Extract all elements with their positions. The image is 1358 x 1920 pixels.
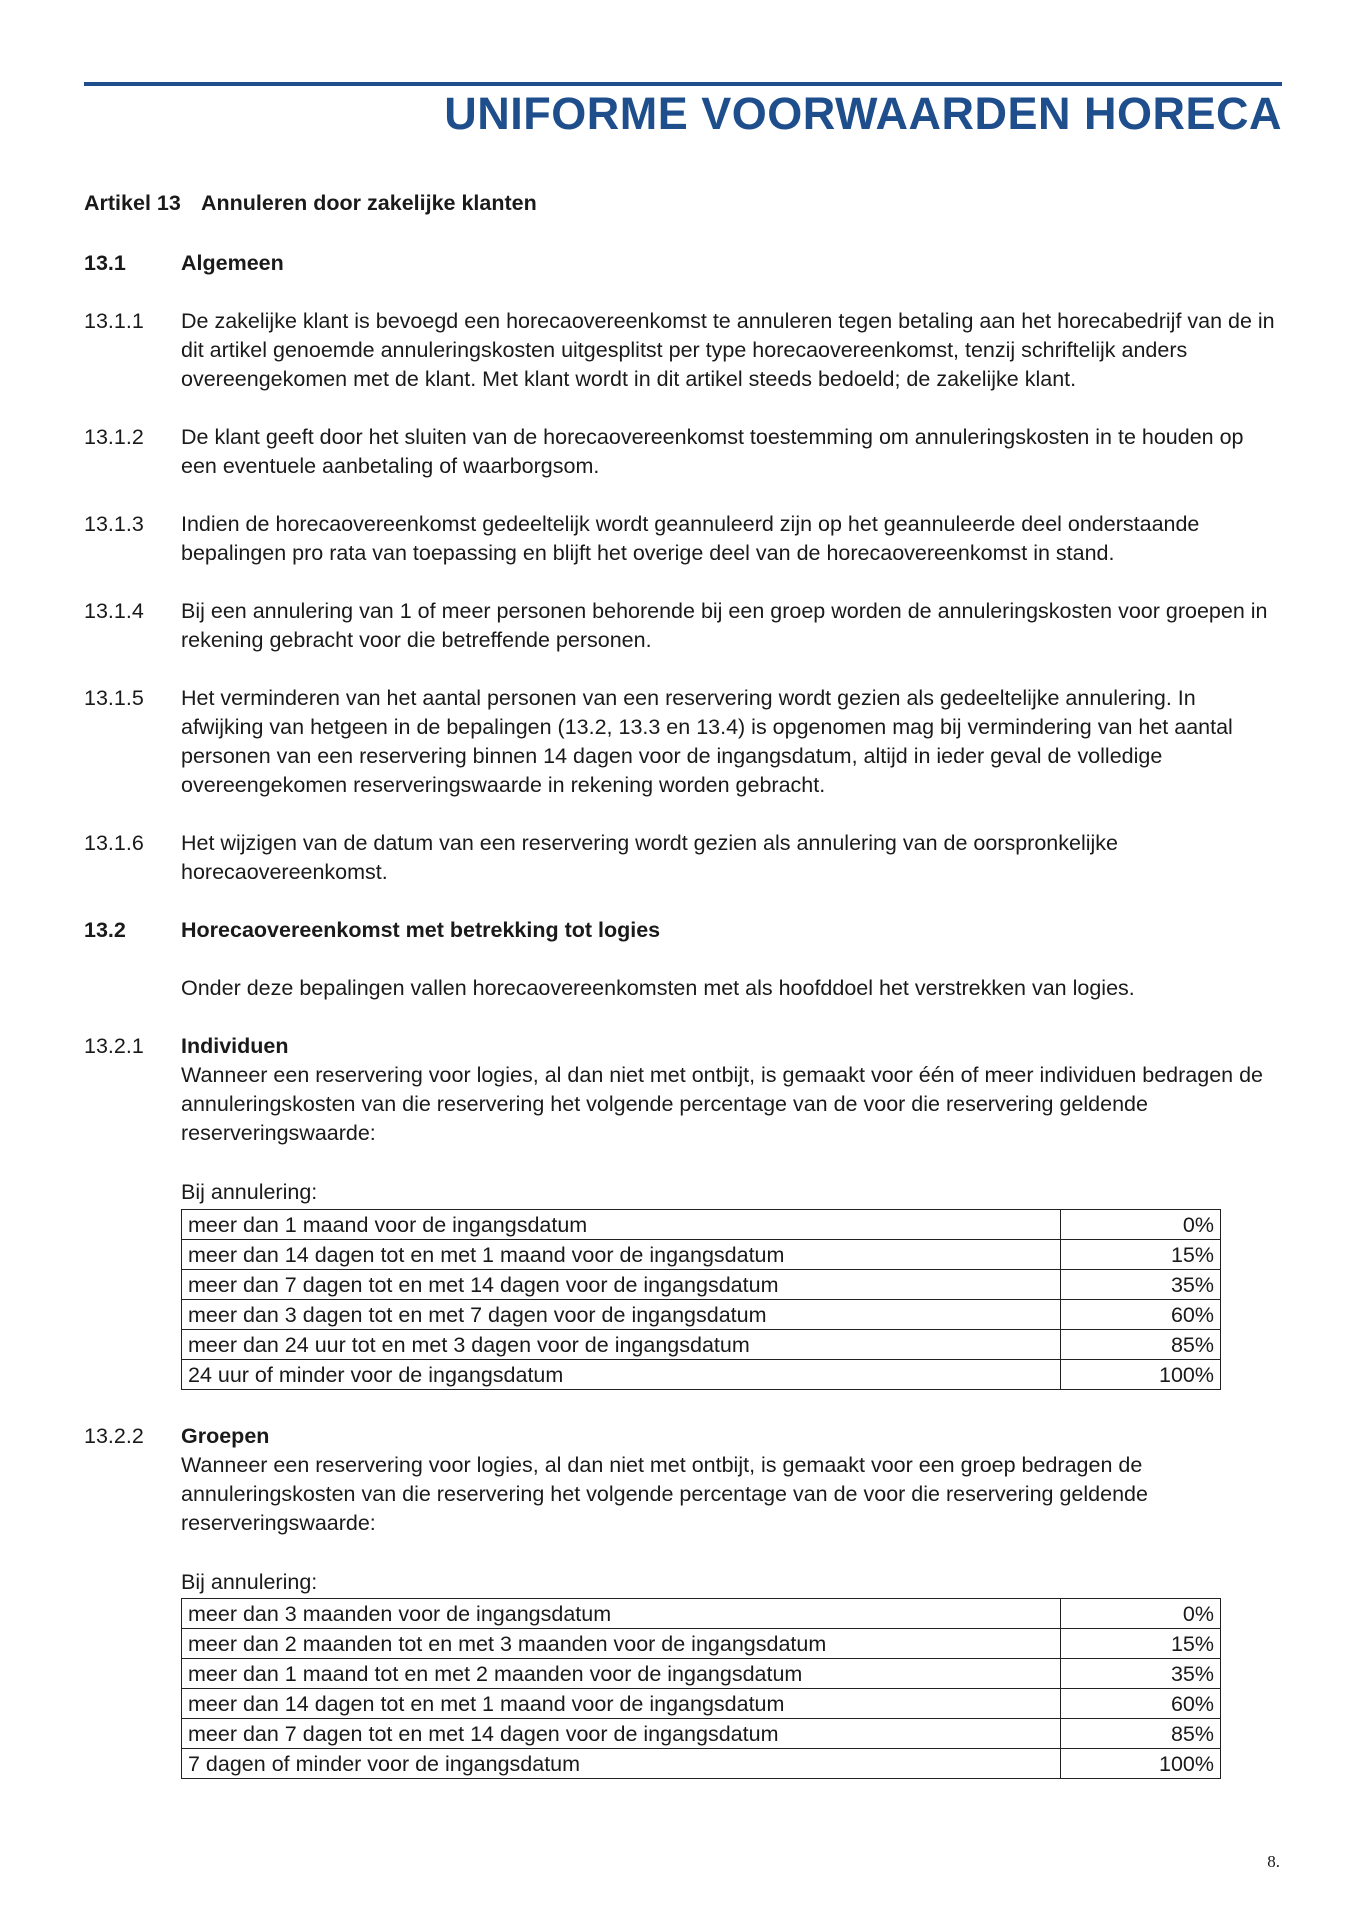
clause-number: 13.2.1: [84, 1034, 144, 1058]
table-row: [182, 1300, 1221, 1330]
table-individuen: [181, 1209, 1221, 1390]
period-cell: meer dan 2 maanden tot en met 3 maanden voor de ingangsdatum: [182, 1629, 1061, 1659]
table-row: [182, 1330, 1221, 1360]
table-row: [182, 1240, 1221, 1270]
period-cell: 24 uur of minder voor de ingangsdatum: [182, 1360, 1061, 1390]
clause-number: 13.1.1: [84, 309, 144, 333]
section-number: 13.1: [84, 251, 126, 275]
clause-text: Het verminderen van het aantal personen van een reservering wordt gezien als gedeeltelijke annulering. In afwijking van hetgeen in de bepalingen (13.2, 13.3 en 13.4) is opgenomen mag bij vermindering van het aantal personen van een reservering binnen 14 dagen voor de ingangsdatum, altijd in ieder geval de volledige overeengekomen reserveringswaarde in rekening worden gebracht.: [181, 686, 1233, 797]
clause-number: 13.1.2: [84, 425, 144, 449]
article-number: Artikel 13: [84, 191, 181, 215]
period-cell: meer dan 1 maand tot en met 2 maanden voor de ingangsdatum: [182, 1659, 1061, 1689]
table-row: [182, 1629, 1221, 1659]
clause-text: De zakelijke klant is bevoegd een horecaovereenkomst te annuleren tegen betaling aan het horecabedrijf van de in dit artikel genoemde annuleringskosten uitgesplitst per type horecaovereenkomst, tenzij schriftelijk anders overeengekomen met de klant. Met klant wordt in dit artikel steeds bedoeld; de zakelijke klant.: [181, 309, 1275, 391]
percentage-cell: 35%: [1061, 1659, 1221, 1689]
section-title: Algemeen: [181, 251, 284, 275]
percentage-cell: 35%: [1061, 1270, 1221, 1300]
clause-number: 13.1.5: [84, 686, 144, 710]
percentage-cell: 0%: [1061, 1210, 1221, 1240]
intro-text: Onder deze bepalingen vallen horecaovereenkomsten met als hoofddoel het verstrekken van logies.: [181, 976, 1135, 1000]
percentage-cell: 60%: [1061, 1689, 1221, 1719]
period-cell: meer dan 3 dagen tot en met 7 dagen voor de ingangsdatum: [182, 1300, 1061, 1330]
table-row: [182, 1689, 1221, 1719]
section-title: Horecaovereenkomst met betrekking tot logies: [181, 918, 661, 942]
table-groepen: [181, 1598, 1221, 1779]
percentage-cell: 15%: [1061, 1629, 1221, 1659]
table-row: [182, 1749, 1221, 1779]
clause-number: 13.2.2: [84, 1424, 144, 1448]
table-row: [182, 1360, 1221, 1390]
period-cell: meer dan 14 dagen tot en met 1 maand voor de ingangsdatum: [182, 1240, 1061, 1270]
clause-text: Het wijzigen van de datum van een reservering wordt gezien als annulering van de oorspronkelijke horecaovereenkomst.: [181, 831, 1118, 884]
percentage-cell: 100%: [1061, 1749, 1221, 1779]
clause-number: 13.1.6: [84, 831, 144, 855]
clause-title: Individuen: [181, 1034, 289, 1058]
article-title: Annuleren door zakelijke klanten: [201, 191, 537, 215]
section-number: 13.2: [84, 918, 126, 942]
clause-text: Indien de horecaovereenkomst gedeeltelijk wordt geannuleerd zijn op het geannuleerde deel onderstaande bepalingen pro rata van toepassing en blijft het overige deel van de horecaovereenkomst in stand.: [181, 512, 1200, 565]
table-row: [182, 1270, 1221, 1300]
clause-text: Wanneer een reservering voor logies, al dan niet met ontbijt, is gemaakt voor één of meer individuen bedragen de annuleringskosten van die reservering het volgende percentage van de voor die reservering geldende reserveringswaarde:: [181, 1063, 1264, 1145]
clause-number: 13.1.3: [84, 512, 144, 536]
percentage-cell: 15%: [1061, 1240, 1221, 1270]
period-cell: 7 dagen of minder voor de ingangsdatum: [182, 1749, 1061, 1779]
clause-number: 13.1.4: [84, 599, 144, 623]
document-title: UNIFORME VOORWAARDEN HORECA: [444, 88, 1282, 139]
table-row: [182, 1659, 1221, 1689]
period-cell: meer dan 7 dagen tot en met 14 dagen voor de ingangsdatum: [182, 1719, 1061, 1749]
clause-title: Groepen: [181, 1424, 270, 1448]
header-rule: [84, 82, 1282, 86]
period-cell: meer dan 3 maanden voor de ingangsdatum: [182, 1599, 1061, 1629]
percentage-cell: 0%: [1061, 1599, 1221, 1629]
percentage-cell: 85%: [1061, 1719, 1221, 1749]
percentage-cell: 85%: [1061, 1330, 1221, 1360]
table-row: [182, 1719, 1221, 1749]
table-row: [182, 1210, 1221, 1240]
period-cell: meer dan 24 uur tot en met 3 dagen voor de ingangsdatum: [182, 1330, 1061, 1360]
clause-text: De klant geeft door het sluiten van de horecaovereenkomst toestemming om annuleringskosten in te houden op een eventuele aanbetaling of waarborgsom.: [181, 425, 1244, 478]
percentage-cell: 60%: [1061, 1300, 1221, 1330]
percentage-cell: 100%: [1061, 1360, 1221, 1390]
period-cell: meer dan 14 dagen tot en met 1 maand voor de ingangsdatum: [182, 1689, 1061, 1719]
table-row: [182, 1599, 1221, 1629]
clause-text: Wanneer een reservering voor logies, al dan niet met ontbijt, is gemaakt voor een groep bedragen de annuleringskosten van die reservering het volgende percentage van de voor die reservering geldende reserveringswaarde:: [181, 1453, 1148, 1535]
clause-text: Bij een annulering van 1 of meer personen behorende bij een groep worden de annuleringskosten voor groepen in rekening gebracht voor die betreffende personen.: [181, 599, 1268, 652]
period-cell: meer dan 7 dagen tot en met 14 dagen voor de ingangsdatum: [182, 1270, 1061, 1300]
page-number: 8.: [1267, 1852, 1280, 1871]
period-cell: meer dan 1 maand voor de ingangsdatum: [182, 1210, 1061, 1240]
